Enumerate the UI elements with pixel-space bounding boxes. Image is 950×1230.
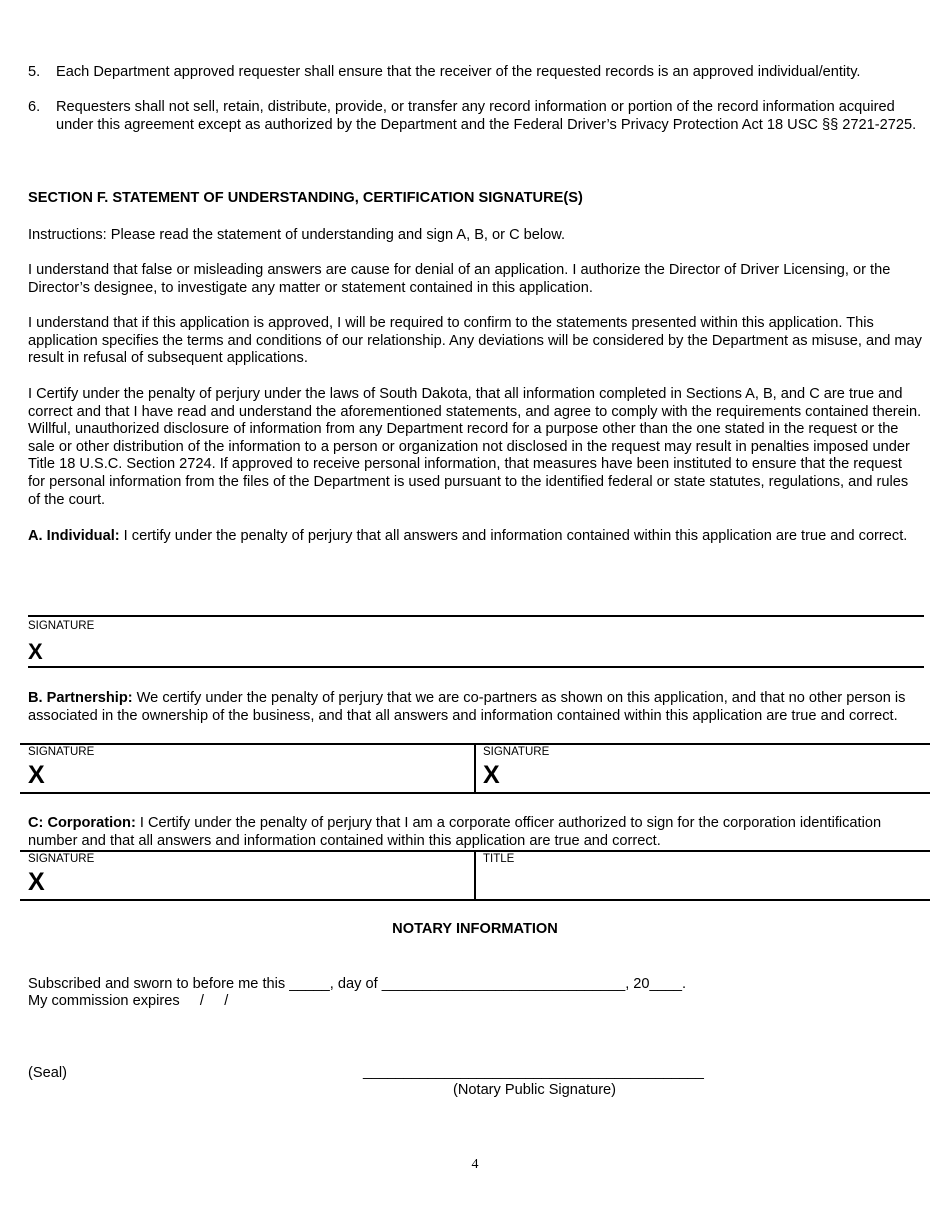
item-number: 6. bbox=[28, 99, 41, 115]
partnership-signature-bottom-rule bbox=[20, 792, 930, 794]
individual-signature-top-rule bbox=[28, 615, 924, 617]
certification-paragraph: I Certify under the penalty of perjury under the laws of South Dakota, that all information completed in Sections A, B, and C are true and correct and that I have read and understand the aforementioned statements, and agree to comply with the requirements contained therein. Willful, unauthorized disclosure of information from any Department record for a purpose other than the one stated in the request or the sale or other distribution of the information to a person or organization not disclosed in the request may result in penalties imposed under Title 18 U.S.C. Section 2724. If approved to receive personal information, that measures have been instituted to ensure that the request for personal information from the files of the Department is used pursuant to the identified federal or state statutes, regulations, and rules of the court. bbox=[28, 386, 922, 508]
notary-signature-caption: (Notary Public Signature) bbox=[453, 1082, 617, 1098]
item-text: Each Department approved requester shall ensure that the receiver of the requested records is an approved individual/entity. bbox=[56, 64, 861, 80]
individual-text: I certify under the penalty of perjury that all answers and information contained within this application are true and correct. bbox=[119, 528, 908, 544]
corporation-text: I Certify under the penalty of perjury that I am a corporate officer authorized to sign for the corporation identification number and that all answers and information contained within this application are true and correct. bbox=[28, 815, 882, 849]
corporation-title-field[interactable] bbox=[478, 867, 928, 899]
corporation-divider bbox=[474, 850, 476, 900]
section-f-heading: SECTION F. STATEMENT OF UNDERSTANDING, CERTIFICATION SIGNATURE(S) bbox=[28, 190, 583, 206]
notary-signature-line[interactable]: __________________________________________ bbox=[363, 1064, 704, 1080]
page-number: 4 bbox=[471, 1157, 479, 1172]
understanding-paragraph-2: I understand that if this application is approved, I will be required to confirm to the statements presented within this application. This application specifies the terms and conditions of our relationship. Any deviations will be considered by the Department as misuse, and may result in refusal of subsequent applications. bbox=[28, 315, 922, 367]
partnership-signature-field-2[interactable] bbox=[478, 760, 928, 792]
partnership-signature-field-1[interactable] bbox=[22, 760, 472, 792]
notary-seal-label: (Seal) bbox=[28, 1065, 67, 1081]
corporation-title-label: TITLE bbox=[483, 853, 515, 865]
understanding-paragraph-1: I understand that false or misleading answers are cause for denial of an application. I authorize the Director of Driver Licensing, or the Director’s designee, to investigate any matter or statement contained in this application. bbox=[28, 262, 891, 296]
signature-x-mark: X bbox=[28, 639, 43, 664]
corporation-signature-field[interactable] bbox=[22, 867, 472, 899]
individual-signature-bottom-rule bbox=[28, 666, 924, 668]
signature-x-mark: X bbox=[28, 761, 45, 789]
notary-sworn-line[interactable]: Subscribed and sworn to before me this _____, day of ______________________________, 20____. bbox=[28, 976, 687, 992]
notary-commission-line[interactable]: My commission expires / / bbox=[28, 993, 229, 1009]
notary-heading: NOTARY INFORMATION bbox=[392, 921, 558, 937]
partnership-statement bbox=[28, 690, 923, 725]
corporation-signature-label: SIGNATURE bbox=[28, 853, 95, 865]
instructions-text: Instructions: Please read the statement of understanding and sign A, B, or C below. bbox=[28, 227, 566, 243]
individual-signature-field[interactable] bbox=[28, 634, 924, 666]
partnership-label: B. Partnership: bbox=[28, 690, 133, 706]
partnership-text: We certify under the penalty of perjury that we are co-partners as shown on this application, and that no other person is associated in the ownership of the business, and that all answers and information contained within this application are true and correct. bbox=[28, 690, 906, 724]
individual-statement bbox=[28, 528, 923, 546]
signature-x-mark: X bbox=[483, 761, 500, 789]
signature-x-mark: X bbox=[28, 868, 45, 896]
individual-signature-label: SIGNATURE bbox=[28, 620, 95, 632]
corporation-label: C: Corporation: bbox=[28, 815, 136, 831]
partnership-divider bbox=[474, 743, 476, 793]
partnership-signature-label-2: SIGNATURE bbox=[483, 746, 550, 758]
partnership-signature-label-1: SIGNATURE bbox=[28, 746, 95, 758]
individual-label: A. Individual: bbox=[28, 528, 120, 544]
corporation-signature-bottom-rule bbox=[20, 899, 930, 901]
item-text: Requesters shall not sell, retain, distribute, provide, or transfer any record information or portion of the record information acquired under this agreement except as authorized by the Department and the Federal Driver’s Privacy Protection Act 18 USC §§ 2721-2725. bbox=[56, 99, 917, 133]
corporation-statement bbox=[28, 815, 923, 850]
item-number: 5. bbox=[28, 64, 41, 80]
